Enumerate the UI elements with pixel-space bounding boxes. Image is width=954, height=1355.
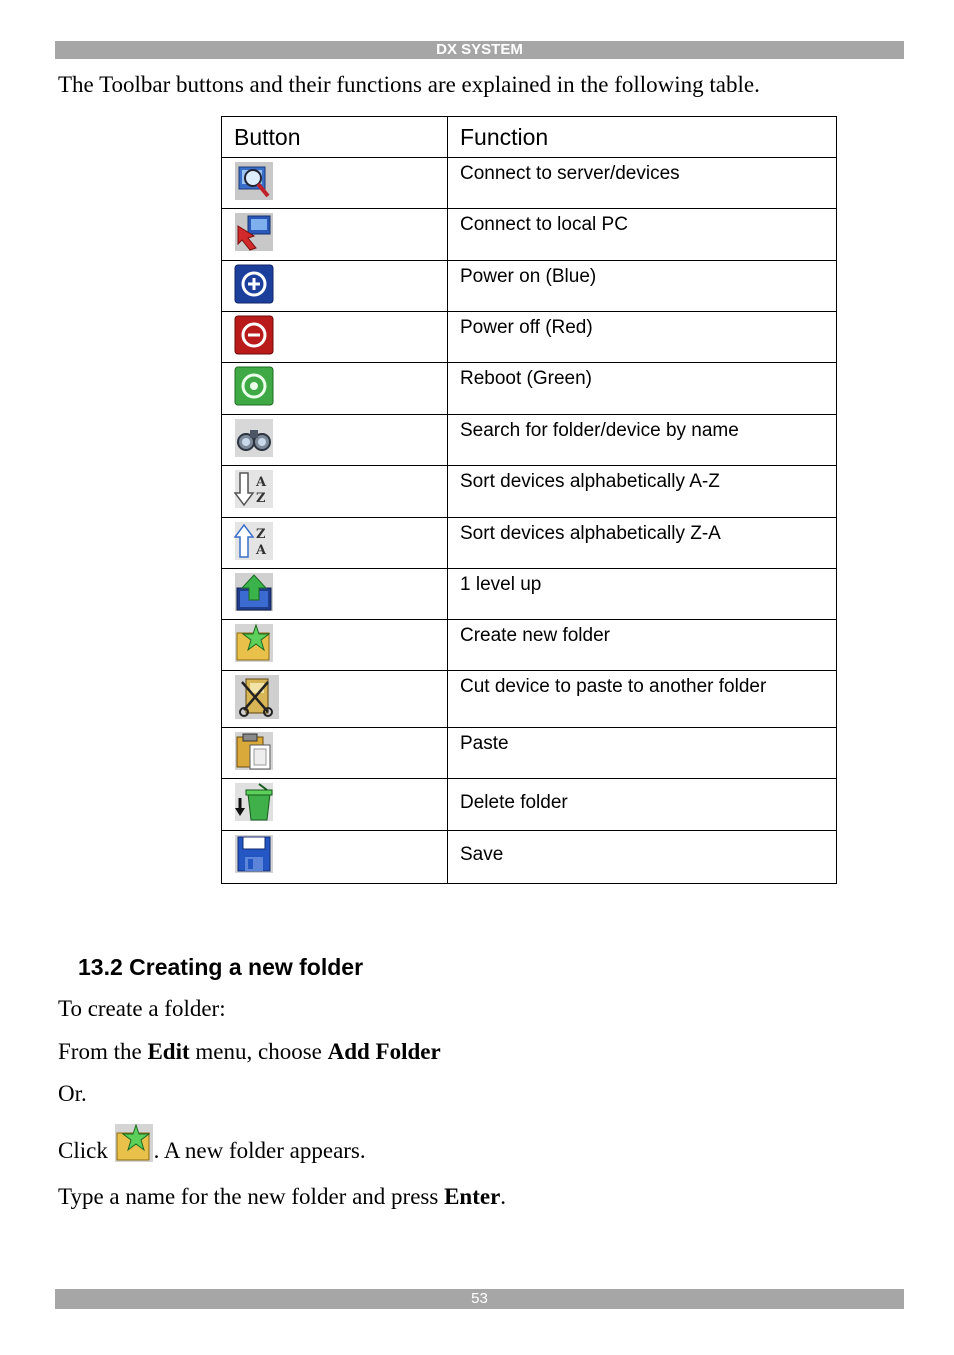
table-row — [222, 312, 837, 363]
function-cell: Sort devices alphabetically A-Z — [448, 466, 837, 518]
column-header-function: Function — [448, 117, 837, 158]
function-cell: Reboot (Green) — [448, 363, 837, 415]
table-header-row — [222, 117, 837, 158]
page-number: 53 — [55, 1289, 904, 1309]
function-cell: Connect to server/devices — [448, 158, 837, 209]
new-folder-icon — [234, 623, 274, 663]
table-row — [222, 671, 837, 728]
svg-text:Z: Z — [256, 491, 266, 506]
svg-text:A: A — [256, 475, 267, 490]
table-row — [222, 363, 837, 415]
function-cell: Power on (Blue) — [448, 261, 837, 312]
text-run: Click — [58, 1138, 114, 1163]
delete-folder-icon — [234, 782, 274, 822]
paste-icon — [234, 731, 274, 771]
text-run: . A new folder appears. — [153, 1138, 366, 1163]
function-cell: Sort devices alphabetically Z-A — [448, 518, 837, 569]
function-cell: Save — [448, 831, 837, 884]
table-row — [222, 158, 837, 209]
binoculars-search-icon — [234, 418, 274, 458]
function-cell: Connect to local PC — [448, 209, 837, 261]
function-cell: Search for folder/device by name — [448, 415, 837, 466]
save-icon — [234, 834, 274, 874]
enter-key-label: Enter — [444, 1184, 501, 1209]
text-run: Type a name for the new folder and press — [58, 1184, 445, 1209]
paragraph-line: To create a folder: — [58, 996, 226, 1021]
svg-text:Z: Z — [256, 527, 266, 542]
reboot-green-icon — [234, 366, 274, 406]
table-row — [222, 569, 837, 620]
table-row — [222, 831, 837, 884]
sort-z-a-icon — [234, 521, 274, 561]
svg-text:A: A — [256, 543, 267, 558]
function-cell: Power off (Red) — [448, 312, 837, 363]
paragraph-line — [58, 1184, 506, 1210]
section-heading: 13.2 Creating a new folder — [78, 954, 364, 980]
text-run: menu, choose — [189, 1039, 328, 1064]
table-row — [222, 209, 837, 261]
table-row — [222, 779, 837, 831]
power-on-blue-icon — [234, 264, 274, 304]
table-row — [222, 415, 837, 466]
connect-server-icon — [234, 161, 274, 201]
function-cell: Cut device to paste to another folder — [448, 671, 837, 728]
level-up-icon — [234, 572, 274, 612]
function-cell: Delete folder — [448, 779, 837, 831]
function-cell: Create new folder — [448, 620, 837, 671]
function-cell: 1 level up — [448, 569, 837, 620]
table-row — [222, 728, 837, 779]
connect-local-pc-icon — [234, 212, 274, 252]
text-run: . — [500, 1184, 507, 1209]
new-folder-icon — [114, 1123, 154, 1163]
table-row — [222, 466, 837, 518]
paragraph-line — [58, 1123, 366, 1164]
paragraph-line — [58, 1039, 441, 1065]
edit-menu-label: Edit — [147, 1039, 190, 1064]
table-row — [222, 518, 837, 569]
toolbar-buttons-table — [221, 116, 837, 884]
table-row — [222, 620, 837, 671]
cut-device-icon — [234, 674, 280, 720]
page-header-bar: DX SYSTEM — [55, 41, 904, 59]
intro-paragraph: The Toolbar buttons and their functions are explained in the following table. — [58, 72, 760, 97]
column-header-button: Button — [222, 117, 448, 158]
power-off-red-icon — [234, 315, 274, 355]
paragraph-line: Or. — [58, 1081, 87, 1106]
add-folder-label: Add Folder — [327, 1039, 441, 1064]
function-cell: Paste — [448, 728, 837, 779]
sort-a-z-icon — [234, 469, 274, 509]
table-row — [222, 261, 837, 312]
text-run: From the — [58, 1039, 148, 1064]
